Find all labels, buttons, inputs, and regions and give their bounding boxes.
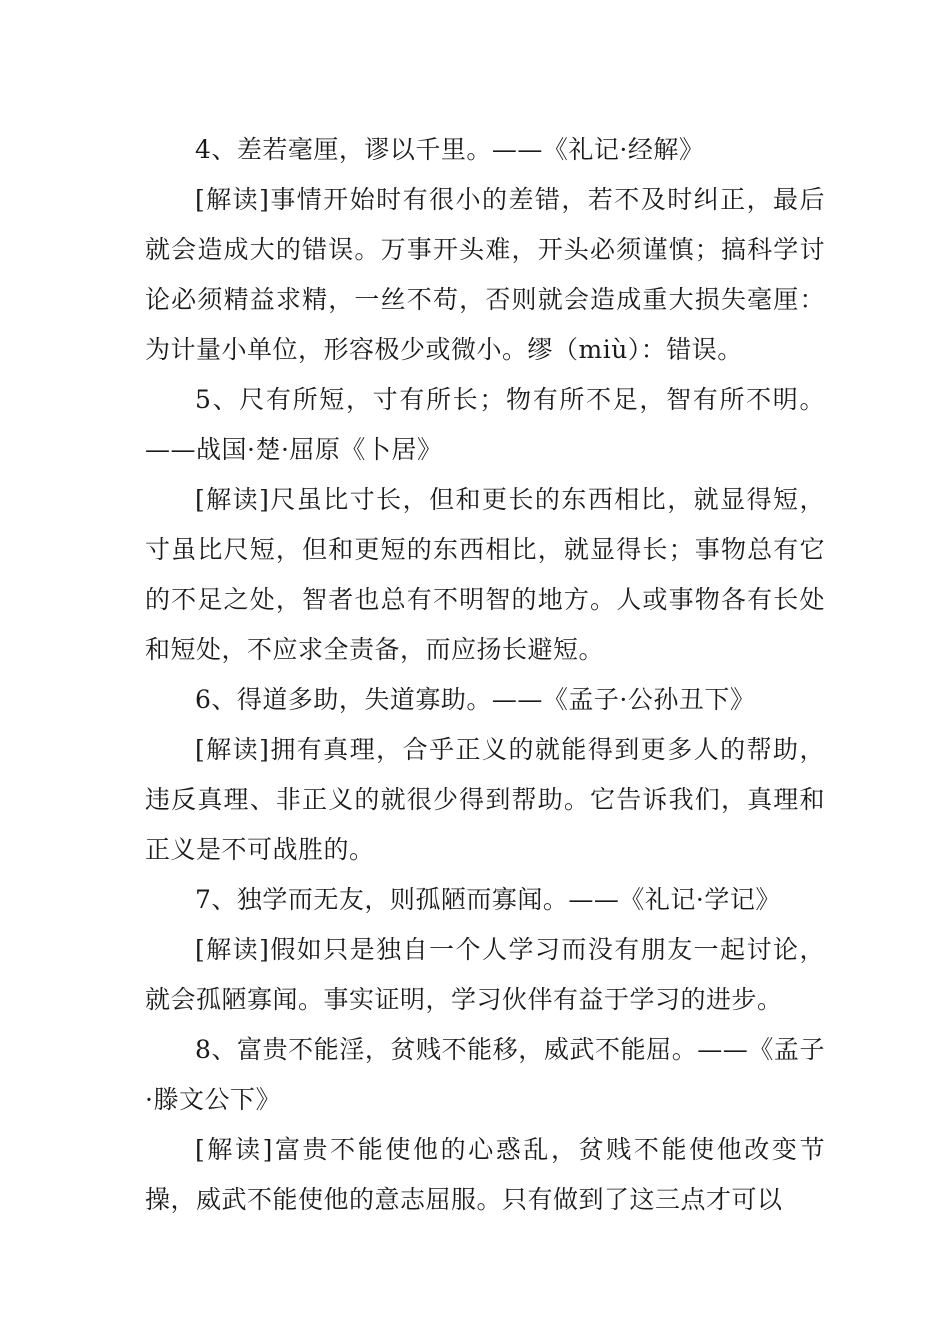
quote-6: 6、得道多助，失道寡助。——《孟子·公孙丑下》 xyxy=(195,685,756,714)
interpretation-7: [解读]假如只是独自一个人学习而没有朋友一起讨论，就会孤陋寡闻。事实证明，学习伙伴有益于学习的进步。 xyxy=(145,935,825,1014)
interpretation-8: [解读]富贵不能使他的心惑乱，贫贱不能使他改变节操，威武不能使他的意志屈服。只有做到了这三点才可以 xyxy=(145,1135,825,1214)
quote-8: 8、富贵不能淫，贫贱不能移，威武不能屈。——《孟子·滕文公下》 xyxy=(145,1035,825,1114)
quote-5: 5、尺有所短，寸有所长；物有所不足，智有所不明。——战国·楚·屈原《卜居》 xyxy=(145,385,825,464)
quote-4: 4、差若毫厘，谬以千里。——《礼记·经解》 xyxy=(195,135,705,164)
interpretation-6: [解读]拥有真理，合乎正义的就能得到更多人的帮助，违反真理、非正义的就很少得到帮助。它告诉我们，真理和正义是不可战胜的。 xyxy=(145,735,825,864)
interpretation-4: [解读]事情开始时有很小的差错，若不及时纠正，最后就会造成大的错误。万事开头难，开头必须谨慎；搞科学讨论必须精益求精，一丝不苟，否则就会造成重大损失毫厘：为计量小单位，形容极少或微小。缪（miù）：错误。 xyxy=(145,185,825,364)
body-text xyxy=(145,125,825,1225)
interpretation-5: [解读]尺虽比寸长，但和更长的东西相比，就显得短，寸虽比尺短，但和更短的东西相比，就显得长；事物总有它的不足之处，智者也总有不明智的地方。人或事物各有长处和短处，不应求全责备，而应扬长避短。 xyxy=(145,485,825,664)
quote-7: 7、独学而无友，则孤陋而寡闻。——《礼记·学记》 xyxy=(195,885,781,914)
